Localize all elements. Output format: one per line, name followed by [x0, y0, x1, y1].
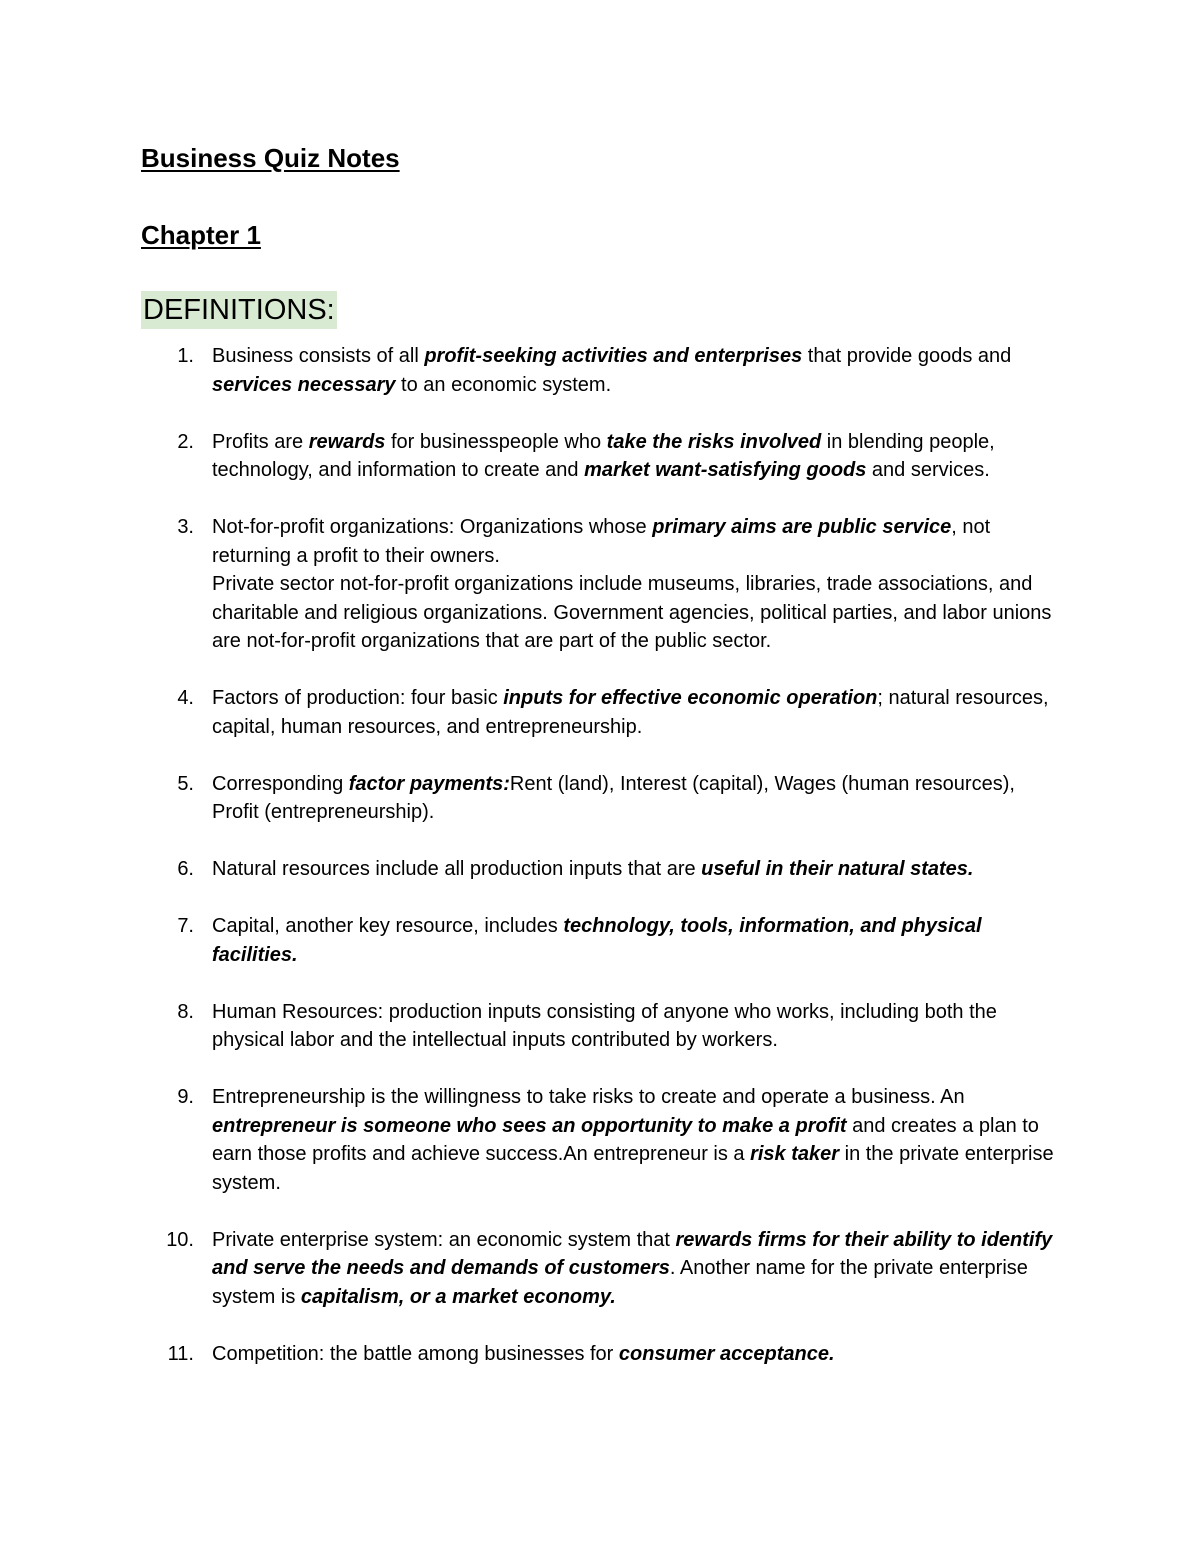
list-item-paragraph: [212, 770, 1064, 827]
body-text: in blending people, technology, and information to create and: [212, 430, 995, 481]
list-item-paragraph: [212, 342, 1064, 399]
list-item-paragraph: [212, 998, 1064, 1055]
list-item: [0, 770, 1064, 827]
emphasis-text: rewards firms for their ability to identify and serve the needs and demands of customers: [212, 1228, 1053, 1279]
body-text: in the private enterprise system.: [212, 1143, 1054, 1194]
emphasis-text: factor payments:: [348, 772, 510, 795]
list-item-paragraph: [212, 855, 1064, 884]
list-item: [0, 513, 1064, 656]
list-item-text: [212, 513, 1064, 656]
list-item-number: 1.: [177, 345, 194, 367]
list-item-paragraph: [212, 1226, 1064, 1312]
body-text: Profits are: [212, 430, 309, 453]
list-item: [0, 1226, 1064, 1312]
body-text: Not-for-profit organizations: Organizations whose: [212, 516, 653, 538]
body-text: and services.: [866, 459, 990, 481]
list-item-number: 7.: [177, 915, 194, 937]
list-item-text: [212, 770, 1064, 827]
body-text: Capital, another key resource, includes: [212, 915, 564, 937]
body-text: Natural resources include all production inputs that are: [212, 858, 702, 880]
list-item-paragraph: [212, 513, 1064, 570]
list-item: [0, 855, 1064, 884]
emphasis-text: inputs for effective economic operation: [503, 687, 878, 709]
body-text: . Another name for the private enterprise system is: [212, 1257, 1028, 1308]
list-item-paragraph: [212, 1340, 1064, 1369]
emphasis-text: entrepreneur is someone who sees an opportunity to make a profit: [212, 1114, 847, 1137]
list-item-number: 3.: [177, 516, 194, 538]
list-item-text: [212, 998, 1064, 1055]
emphasis-text: profit-seeking activities and enterprises: [424, 345, 803, 367]
emphasis-text: market want-satisfying goods: [584, 459, 867, 481]
list-item-text: [212, 342, 1064, 399]
definitions-list: [0, 342, 1200, 1397]
body-text: Human Resources: production inputs consisting of anyone who works, including both the physical labor and the intellectual inputs contributed by workers.: [212, 1000, 997, 1051]
body-text: Competition: the battle among businesses for: [212, 1342, 619, 1365]
body-text: to an economic system.: [395, 373, 612, 396]
list-item-paragraph: [212, 684, 1064, 741]
emphasis-text: risk taker: [750, 1143, 840, 1165]
list-item-paragraph: [212, 570, 1064, 656]
emphasis-text: consumer acceptance.: [618, 1342, 835, 1365]
document-title: Business Quiz Notes: [141, 143, 400, 173]
body-text: Private enterprise system: an economic system that: [212, 1228, 676, 1251]
list-item-paragraph: [212, 912, 1064, 969]
body-text: Factors of production: four basic: [212, 687, 504, 709]
chapter-heading: Chapter 1: [141, 220, 261, 250]
list-item-number: 8.: [177, 1000, 194, 1023]
emphasis-text: services necessary: [212, 373, 396, 396]
list-item-text: [212, 912, 1064, 969]
body-text: Entrepreneurship is the willingness to take risks to create and operate a business. An: [212, 1086, 965, 1108]
list-item-text: [212, 428, 1064, 485]
emphasis-text: capitalism, or a market economy.: [300, 1285, 616, 1308]
list-item-number: 2.: [177, 430, 194, 453]
emphasis-text: rewards: [308, 430, 386, 453]
list-item-number: 5.: [177, 772, 194, 795]
list-item: [0, 912, 1064, 969]
list-item-text: [212, 684, 1064, 741]
list-item-number: 6.: [177, 858, 194, 880]
body-text: Private sector not-for-profit organizations include museums, libraries, trade associations, and charitable and religious organizations. Government agencies, political parties, and labor unions are not-for-profit organizations that are part of the public sector.: [212, 573, 1052, 652]
list-item: [0, 342, 1064, 399]
list-item-number: 10.: [166, 1228, 194, 1251]
list-item: [0, 684, 1064, 741]
emphasis-text: primary aims are public service: [652, 516, 952, 538]
list-item-text: [212, 855, 1064, 884]
body-text: Business consists of all: [212, 345, 425, 367]
body-text: , not returning a profit to their owners.: [212, 516, 991, 567]
list-item-text: [212, 1226, 1064, 1312]
body-text: that provide goods and: [802, 345, 1012, 367]
list-item-paragraph: [212, 1083, 1064, 1197]
list-item: [0, 428, 1064, 485]
body-text: and creates a plan to earn those profits and achieve success.An entrepreneur is a: [212, 1114, 1039, 1165]
list-item: [0, 1083, 1064, 1197]
list-item-number: 4.: [177, 687, 194, 709]
body-text: Rent (land), Interest (capital), Wages (human resources), Profit (entrepreneurship).: [212, 772, 1015, 823]
list-item-text: [212, 1083, 1064, 1197]
emphasis-text: take the risks involved: [606, 430, 822, 453]
body-text: ; natural resources, capital, human resources, and entrepreneurship.: [212, 687, 1049, 738]
list-item: [0, 1340, 1064, 1369]
list-item-number: 9.: [177, 1086, 194, 1108]
body-text: for businesspeople who: [385, 430, 607, 453]
body-text: Corresponding: [212, 772, 349, 795]
list-item-text: [212, 1340, 1064, 1369]
list-item: [0, 998, 1064, 1055]
section-heading-definitions: DEFINITIONS:: [141, 291, 337, 329]
list-item-number: 11.: [167, 1342, 194, 1365]
list-item-paragraph: [212, 428, 1064, 485]
emphasis-text: technology, tools, information, and physical facilities.: [212, 915, 982, 966]
emphasis-text: useful in their natural states.: [701, 858, 974, 880]
